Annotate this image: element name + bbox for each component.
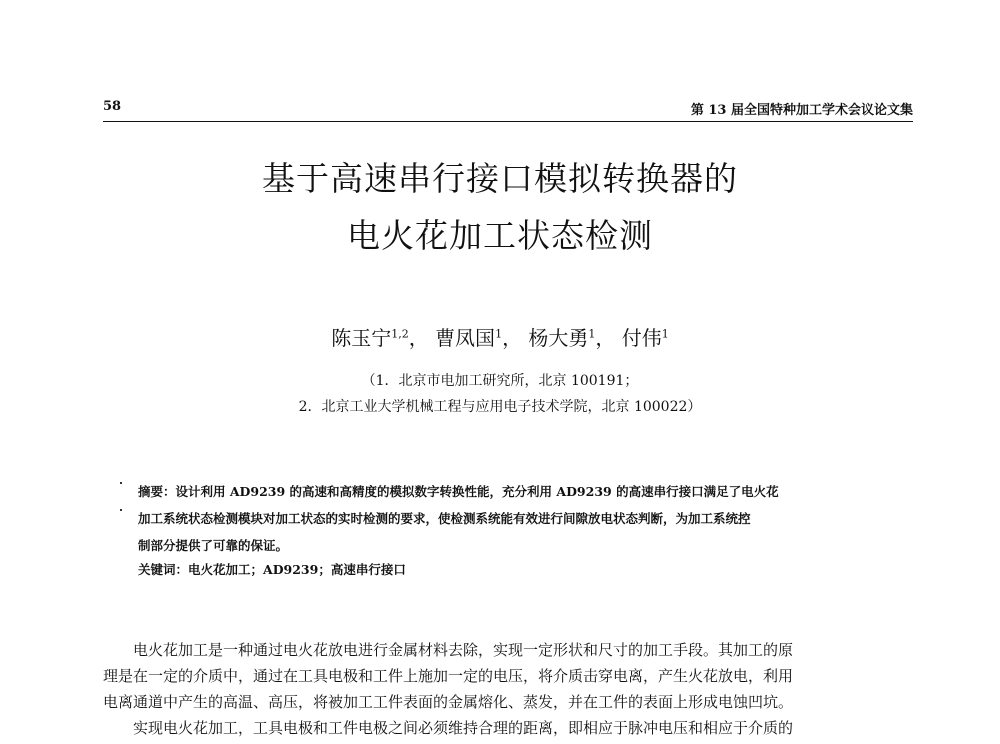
body-line: 电离通道中产生的高温、高压，将被加工工件表面的金属熔化、蒸发，并在工件的表面上形成电蚀凹坑。 [103, 693, 794, 711]
body-line: 电火花加工是一种通过电火花放电进行金属材料去除，实现一定形状和尺寸的加工手段。其加工的原 [103, 641, 794, 659]
author-name: 付伟 [621, 326, 662, 350]
author-affiliation-mark: 1 [588, 327, 596, 341]
abstract-line: 加工系统状态检测模块对加工状态的实时检测的要求，使检测系统能有效进行间隙放电状态判断，为加工系统控 [138, 511, 751, 526]
scan-dot [120, 509, 122, 511]
author-affiliation-mark: 1 [495, 327, 503, 341]
author [435, 326, 522, 350]
keywords: 关键词：电火花加工；AD9239；高速串行接口 [138, 562, 406, 577]
body-paragraphs [103, 637, 918, 741]
affiliation-line-1: （1．北京市电加工研究所，北京 100191； [361, 373, 639, 389]
body-line: 理是在一定的介质中，通过在工具电极和工件上施加一定的电压，将介质击穿电离，产生火花放电，利用 [103, 667, 794, 685]
page-header [103, 99, 913, 122]
abstract [138, 478, 918, 559]
abstract-line: 制部分提供了可靠的保证。 [138, 538, 289, 553]
author-affiliation-mark: 1 [661, 327, 669, 341]
author [622, 326, 669, 350]
scan-dot [120, 482, 122, 484]
author [331, 326, 429, 350]
author-affiliation-mark: 1,2 [391, 327, 409, 341]
author-separator: ， [595, 326, 616, 350]
abstract-line: 摘要：设计利用 AD9239 的高速和高精度的模拟数字转换性能，充分利用 AD9239 的高速串行接口满足了电火花 [138, 484, 779, 499]
paper-title-line-1: 基于高速串行接口模拟转换器的 [262, 159, 738, 198]
affiliation-line-2: 2．北京工业大学机械工程与应用电子技术学院，北京 100022） [298, 399, 702, 415]
author [528, 326, 615, 350]
author-name: 曹凤国 [435, 326, 496, 350]
running-title: 第 13 届全国特种加工学术会议论文集 [690, 103, 913, 118]
author-name: 陈玉宁 [331, 326, 392, 350]
author-list [0, 322, 1000, 351]
body-line: 实现电火花加工，工具电极和工件电极之间必须维持合理的距离，即相应于脉冲电压和相应于介质的 [103, 719, 794, 737]
author-separator: ， [502, 326, 523, 350]
author-separator: ， [408, 326, 429, 350]
paper-title-line-2: 电火花加工状态检测 [347, 216, 653, 255]
page-number: 58 [103, 99, 122, 114]
author-name: 杨大勇 [528, 326, 589, 350]
